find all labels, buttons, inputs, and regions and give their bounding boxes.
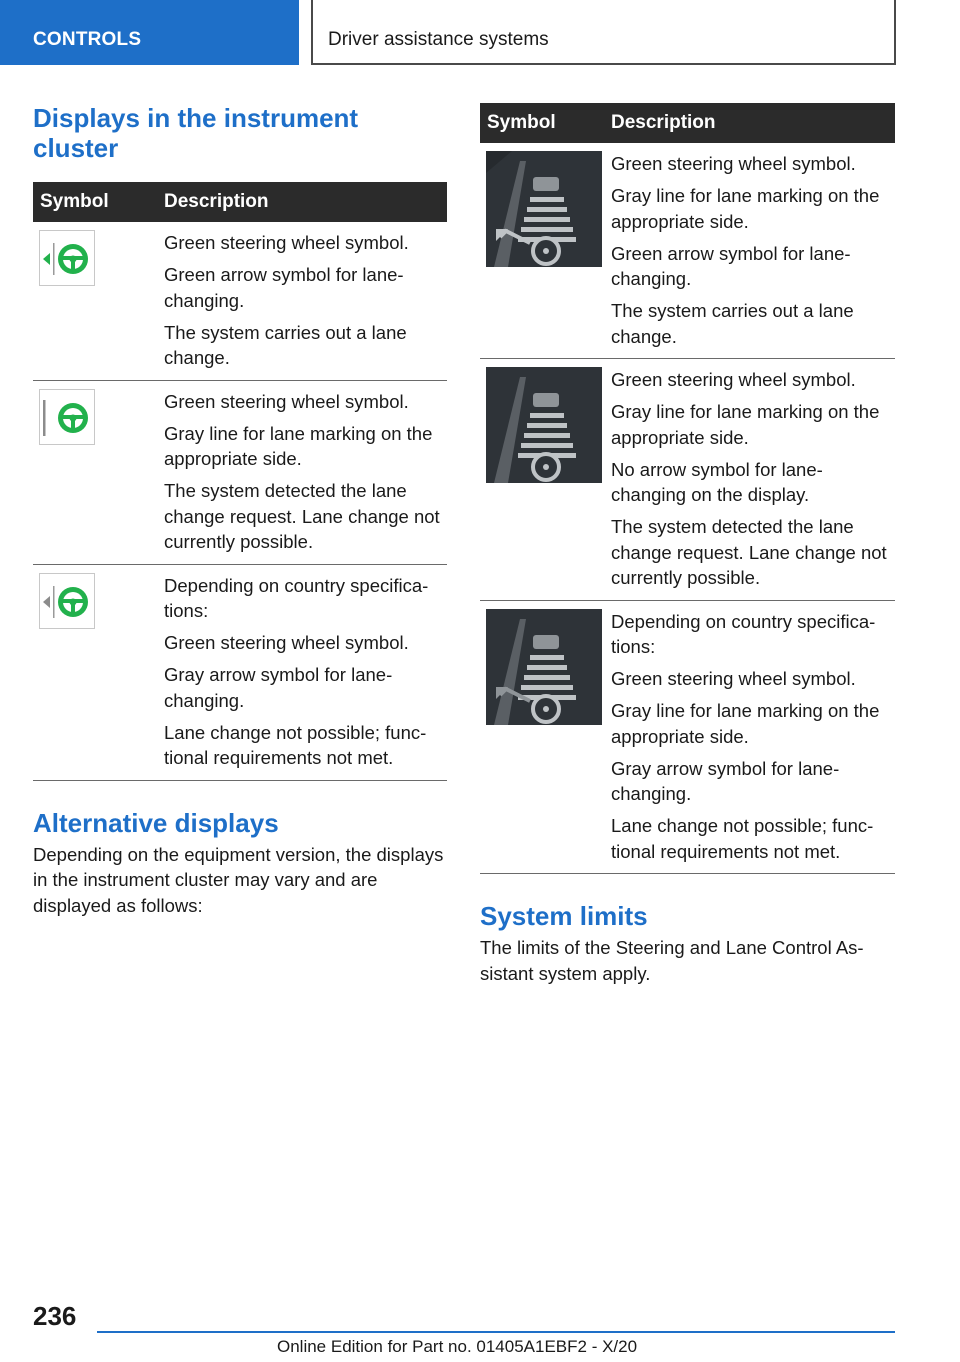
chapter-label: Driver assistance systems xyxy=(328,29,549,50)
right-column xyxy=(480,103,895,986)
steering-wheel-line-gray-icon xyxy=(39,389,95,445)
lane-display-arrow-gray-icon xyxy=(486,609,602,725)
left-column xyxy=(33,103,447,918)
footer-divider xyxy=(97,1331,895,1333)
section-title-limits: System limits xyxy=(480,901,648,931)
edition-text: Online Edition for Part no. 01405A1EBF2 - X/20 xyxy=(277,1337,638,1356)
table-row: Depending on country specifications: Green steering wheel symbol. Gray line for lane marking on the appropriate side. Gray arrow symbol for lane-changing. Lane change not possible; functional requirements not met. xyxy=(480,600,895,874)
steering-wheel-arrow-green-icon xyxy=(39,230,95,286)
table-row: Green steering wheel symbol. Gray line for lane marking on the appropriate side. No arrow symbol for lane-changing on the display. The system detected the lane change request. Lane change not currently possible. xyxy=(480,359,895,601)
column-header-symbol: Symbol xyxy=(33,182,159,222)
symbol-table-right xyxy=(480,103,895,874)
page-number: 236 xyxy=(33,1301,77,1331)
alternative-text: Depending on the equipment version, the displays in the instrument cluster may vary and are displayed as follows: xyxy=(33,843,444,916)
steering-wheel-arrow-gray-icon xyxy=(39,573,95,629)
table-row: Green steering wheel symbol. Gray line for lane marking on the appropriate side. Green arrow symbol for lane-changing. The system carries out a lane change. xyxy=(480,143,895,359)
symbol-table-left xyxy=(33,182,447,781)
lane-display-no-arrow-icon xyxy=(486,367,602,483)
lane-display-arrow-green-icon xyxy=(486,151,602,267)
table-row: Green steering wheel symbol. Gray line for lane marking on the appropriate side. The system detected the lane change request. Lane change not currently possible. xyxy=(33,380,447,564)
column-header-description: Description xyxy=(159,182,447,222)
table-row: Green steering wheel symbol. Green arrow symbol for lane-changing. The system carries out a lane change. xyxy=(33,222,447,380)
column-header-description: Description xyxy=(606,103,895,143)
chapter-tab xyxy=(311,0,896,65)
table-row: Depending on country specifications: Green steering wheel symbol. Gray arrow symbol for lane-changing. Lane change not possible; functional requirements not met. xyxy=(33,564,447,780)
limits-text: The limits of the Steering and Lane Control Assistant system apply. xyxy=(480,937,864,984)
section-title-displays: Displays in the instrument cluster xyxy=(33,103,359,163)
section-title-alternative: Alternative displays xyxy=(33,807,279,838)
column-header-symbol: Symbol xyxy=(480,103,606,143)
section-label: CONTROLS xyxy=(33,29,142,50)
section-tab xyxy=(0,0,299,65)
